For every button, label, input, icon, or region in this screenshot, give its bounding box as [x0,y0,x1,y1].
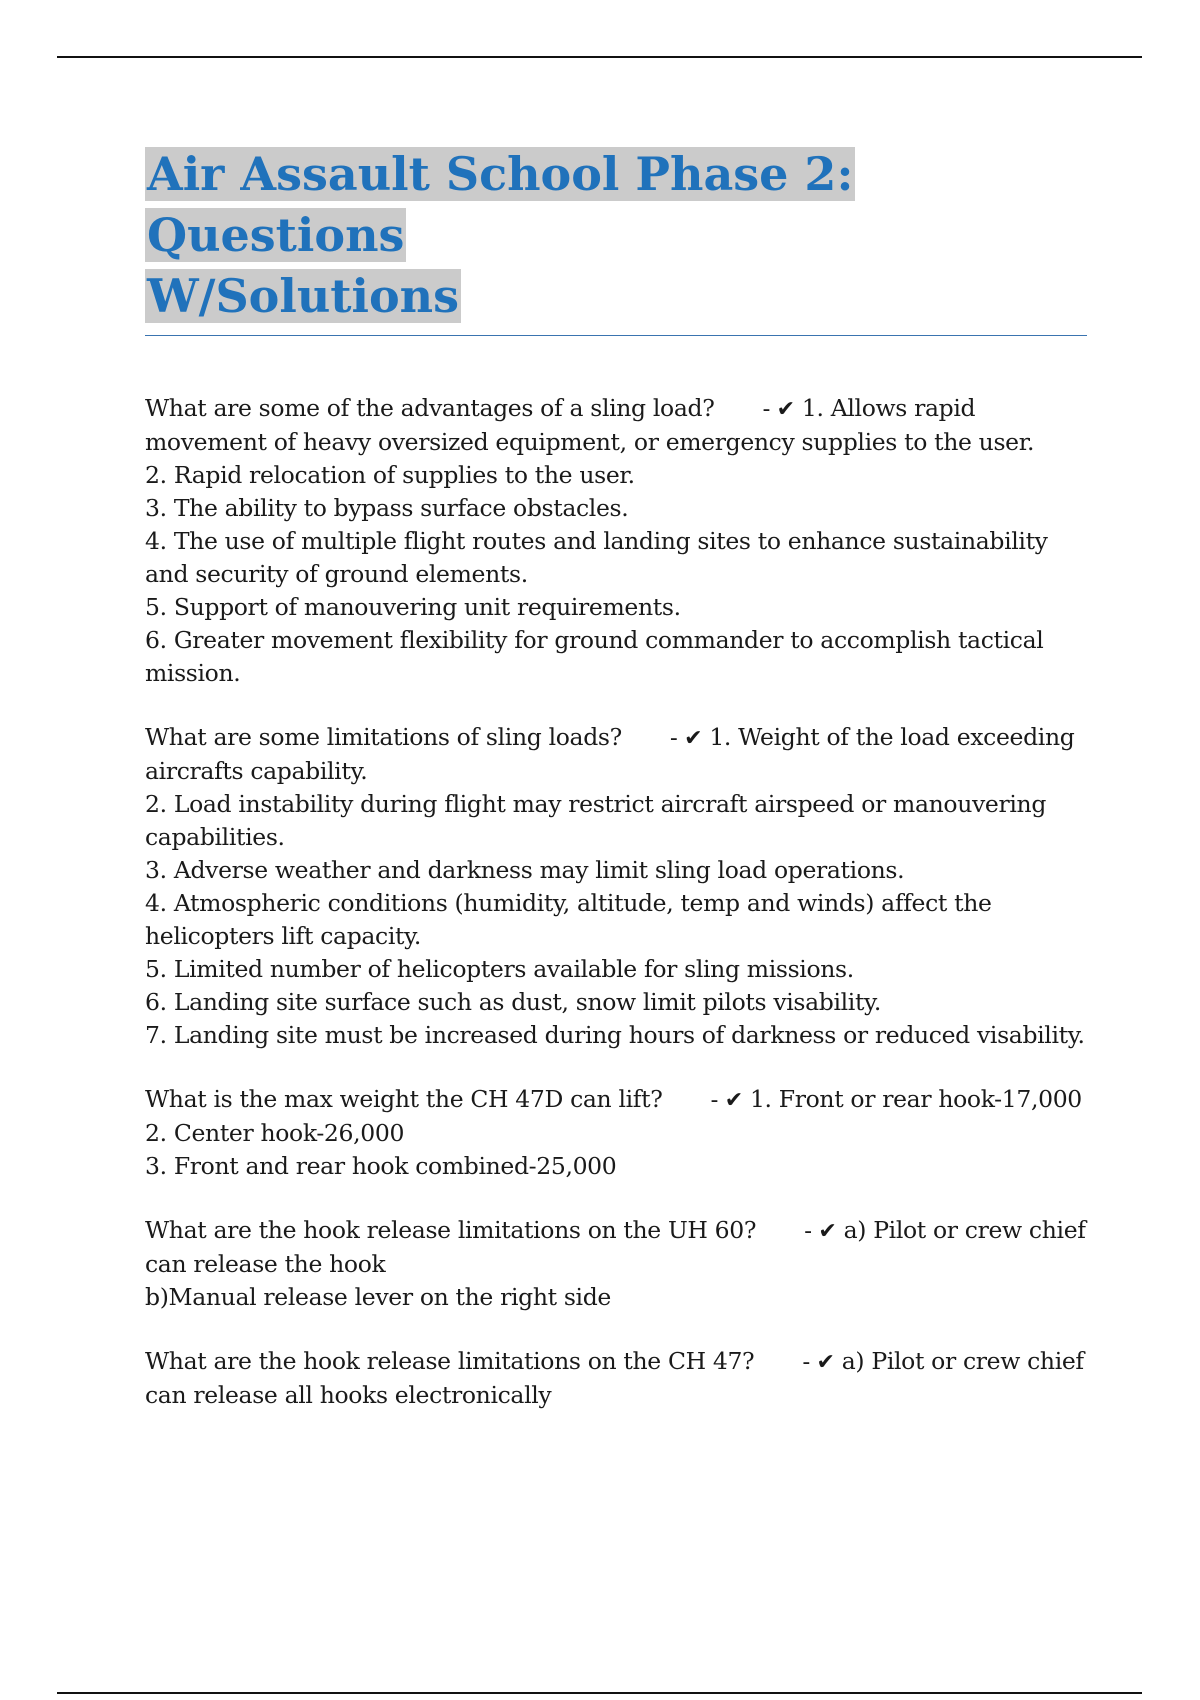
answer-line: 7. Landing site must be increased during hours of darkness or reduced visability. [145,1021,1085,1049]
page-top-rule [57,56,1142,58]
title-line-1: Air Assault School Phase 2: Questions [147,147,854,262]
title-line-2: W/Solutions [147,269,460,323]
answer-first-line: 1. Front or rear hook-17,000 [749,1085,1082,1113]
answer-line: 3. Adverse weather and darkness may limit sling load operations. [145,856,905,884]
answer-line: 2. Center hook-26,000 [145,1119,405,1147]
answer-first-line: 1. Allows rapid movement of heavy oversized equipment, or emergency supplies to the user. [145,394,1035,456]
page-bottom-rule [57,1692,1142,1694]
question-text: What are some limitations of sling loads? [145,723,622,751]
answer-line: 2. Rapid relocation of supplies to the user. [145,461,635,489]
answer-first-line: 1. Weight of the load exceeding aircrafts capability. [145,723,1075,785]
qa-first-line [145,1083,1087,1117]
qa-first-line [145,1345,1087,1412]
answer-line: b)Manual release lever on the right side [145,1283,611,1311]
answer-check-icon: - ✔ [804,1219,837,1244]
answer-line: 5. Support of manouvering unit requirements. [145,593,681,621]
document-body [145,144,1087,1412]
qa-item-sling-load-advantages [145,392,1087,690]
answer-check-icon: - ✔ [762,397,795,422]
qa-first-line [145,1214,1087,1281]
question-text: What is the max weight the CH 47D can lift? [145,1085,663,1113]
answer-line: 6. Landing site surface such as dust, snow limit pilots visability. [145,988,881,1016]
qa-first-line [145,721,1087,788]
document-title [145,144,1087,327]
qa-item-uh60-hook-release [145,1214,1087,1314]
qa-first-line [145,392,1087,459]
answer-line: 4. Atmospheric conditions (humidity, altitude, temp and winds) affect the helicopters lift capacity. [145,889,992,950]
qa-item-ch47-hook-release [145,1345,1087,1412]
question-text: What are some of the advantages of a sling load? [145,394,715,422]
question-text: What are the hook release limitations on the UH 60? [145,1216,757,1244]
qa-list [145,392,1087,1412]
answer-line: 2. Load instability during flight may restrict aircraft airspeed or manouvering capabilities. [145,790,1047,851]
answer-line: 6. Greater movement flexibility for ground commander to accomplish tactical mission. [145,626,1044,687]
question-text: What are the hook release limitations on the CH 47? [145,1347,755,1375]
qa-item-ch47d-max-weight [145,1083,1087,1183]
answer-line: 4. The use of multiple flight routes and landing sites to enhance sustainability and security of ground elements. [145,527,1048,588]
answer-check-icon: - ✔ [802,1350,835,1375]
answer-first-line: a) Pilot or crew chief can release all hooks electronically [145,1347,1084,1409]
answer-check-icon: - ✔ [710,1088,743,1113]
answer-line: 5. Limited number of helicopters available for sling missions. [145,955,854,983]
answer-check-icon: - ✔ [669,726,703,751]
answer-first-line: a) Pilot or crew chief can release the hook [145,1216,1086,1278]
answer-line: 3. The ability to bypass surface obstacles. [145,494,629,522]
answer-line: 3. Front and rear hook combined-25,000 [145,1152,617,1180]
title-underline [145,335,1087,336]
qa-item-sling-load-limitations [145,721,1087,1052]
